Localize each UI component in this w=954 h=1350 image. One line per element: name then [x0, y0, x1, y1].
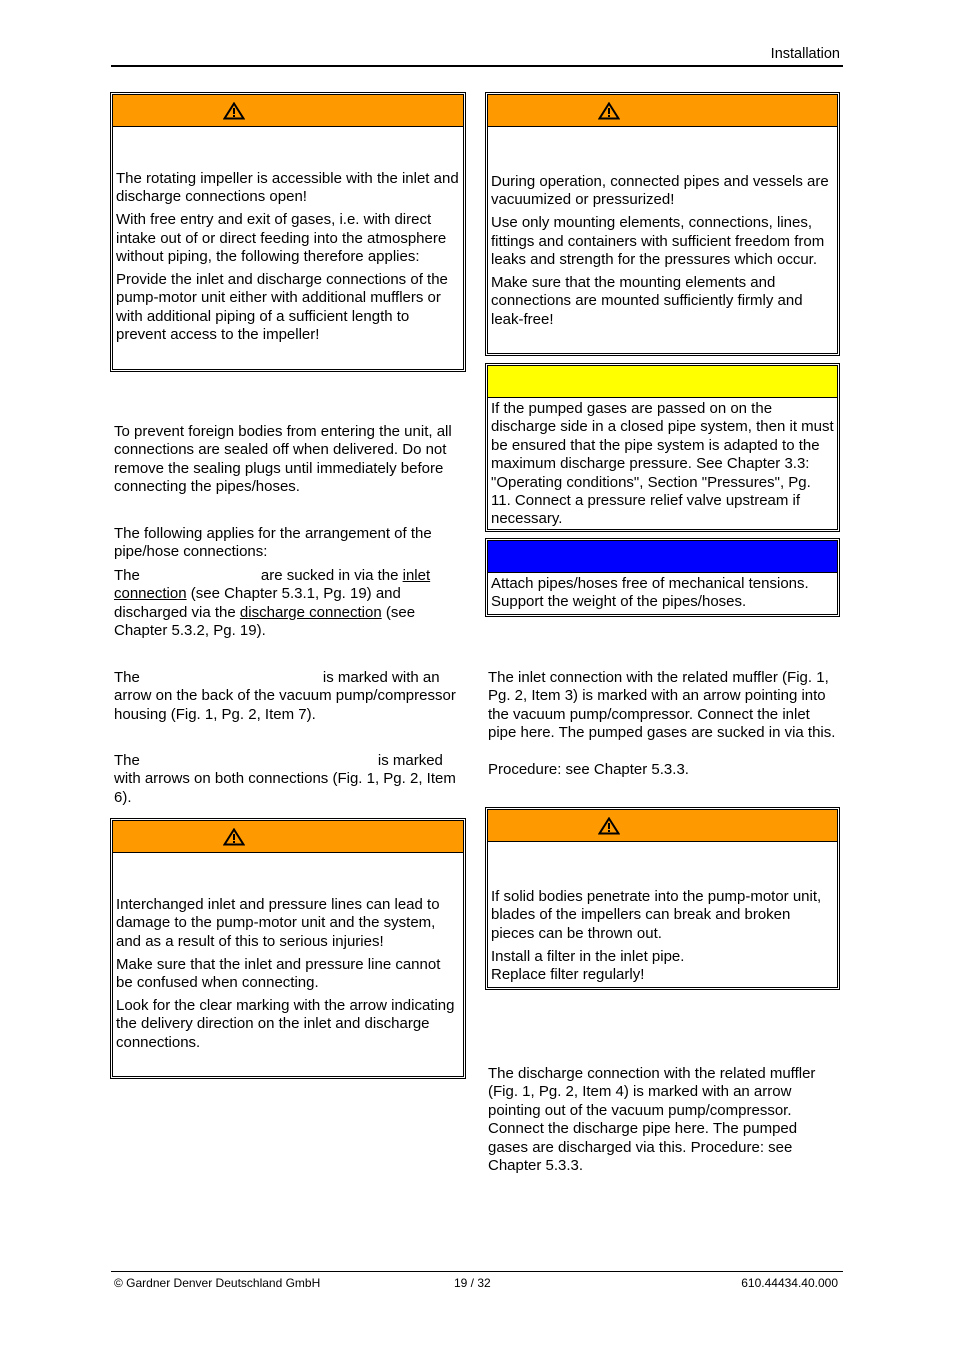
delivery-rest: with arrows on both connections (Fig. 1, Pg. 2, Item 6).: [114, 770, 456, 806]
warning-box-interchanged: [110, 818, 466, 1079]
warning-box-impeller: [110, 92, 466, 372]
direction-rest: arrow on the back of the vacuum pump/compressor housing (Fig. 1, Pg. 2, Item 7).: [114, 687, 456, 723]
warning-text: Use only mounting elements, connections, lines, fittings and containers with sufficient freedom from leaks and strength for the pressures which occur.: [491, 214, 825, 269]
warning-text: Look for the clear marking with the arrow indicating the delivery direction on the inlet and discharge connections.: [116, 997, 455, 1051]
inlet-connection-link[interactable]: inlet connection: [114, 567, 431, 603]
caution-text: If the pumped gases are passed on on the discharge side in a closed pipe system, then it must be ensured that the pipe system is adapted to the maximum discharge pressure. See Chapter 3.3: "Operating conditions", Section "Pressures", Pg. 11. Connect a pressure relief valve upstream if necessary.: [491, 400, 834, 528]
gases-sucked: are sucked in via the: [260, 567, 399, 584]
direction-marked: is marked with an: [322, 669, 440, 686]
warning-text: With free entry and exit of gases, i.e. with direct intake out of or direct feeding into the atmosphere without piping, the following therefore applies:: [116, 211, 447, 266]
warning-box-solid-bodies: [485, 807, 840, 990]
discharge-paragraph: The discharge connection with the related muffler (Fig. 1, Pg. 2, Item 4) is marked with an arrow pointing out of the vacuum pump/compressor. Connect the discharge pipe here. The pumped gases are discharged via this. Procedure: see Chapter 5.3.3.: [488, 1065, 816, 1175]
inlet-procedure: Procedure: see Chapter 5.3.3.: [488, 761, 689, 778]
delivery-the: The: [114, 752, 140, 769]
gases-mid: (see Chapter 5.3.1, Pg. 19) and discharged via the: [114, 585, 401, 621]
warning-bar: [488, 810, 837, 842]
arrangement-paragraph: The following applies for the arrangement of the pipe/hose connections:: [114, 525, 432, 561]
warning-text: The rotating impeller is accessible with the inlet and discharge connections open!: [116, 170, 459, 206]
warning-bar: [488, 95, 837, 127]
direction-paragraph: [114, 669, 466, 724]
note-text: Attach pipes/hoses free of mechanical tensions. Support the weight of the pipes/hoses.: [491, 575, 809, 611]
delivery-paragraph: [114, 752, 466, 807]
warning-text: Make sure that the inlet and pressure line cannot be confused when connecting.: [116, 955, 441, 992]
note-bar: [488, 541, 837, 573]
warning-box-pressurized: [485, 92, 840, 356]
warning-text: Make sure that the mounting elements and connections are mounted sufficiently firmly and leak-free!: [491, 274, 803, 328]
footer-page-number: 19 / 32: [454, 1276, 491, 1290]
inlet-paragraph: The inlet connection with the related muffler (Fig. 1, Pg. 2, Item 3) is marked with an arrow pointing into the vacuum pump/compressor. Connect the inlet pipe here. The pumped gases are sucked in via this.: [488, 669, 836, 742]
delivery-marked: is marked: [377, 752, 443, 769]
header-rule: [111, 65, 843, 67]
gases-the: The: [114, 567, 140, 584]
gases-paragraph: [114, 567, 466, 641]
footer-rule: [111, 1271, 843, 1272]
direction-the: The: [114, 669, 140, 686]
warning-text: Install a filter in the inlet pipe.: [491, 947, 685, 965]
header-section: Installation: [770, 46, 840, 62]
warning-bar: [113, 95, 463, 127]
note-box: [485, 538, 840, 617]
warning-triangle-icon: [598, 817, 620, 835]
warning-text: During operation, connected pipes and vessels are vacuumized or pressurized!: [491, 173, 829, 209]
footer-document-number: 610.44434.40.000: [741, 1276, 838, 1290]
warning-bar: [113, 821, 463, 853]
intro-paragraph: To prevent foreign bodies from entering the unit, all connections are sealed off when delivered. Do not remove the sealing plugs until immediately before connecting the pipes/hoses.: [114, 423, 452, 496]
warning-text: Replace filter regularly!: [491, 966, 645, 984]
caution-bar: [488, 366, 837, 398]
footer-copyright: © Gardner Denver Deutschland GmbH: [114, 1276, 321, 1290]
caution-box: [485, 363, 840, 532]
warning-text: Interchanged inlet and pressure lines can lead to damage to the pump-motor unit and the system, and as a result of this to serious injuries!: [116, 896, 440, 950]
warning-triangle-icon: [223, 828, 245, 846]
discharge-connection-link[interactable]: discharge connection: [239, 603, 382, 621]
warning-triangle-icon: [223, 102, 245, 120]
warning-triangle-icon: [598, 102, 620, 120]
gases-end: (see Chapter 5.3.2, Pg. 19).: [114, 603, 416, 640]
warning-text: Provide the inlet and discharge connections of the pump-motor unit either with additional mufflers or with additional piping of a sufficient length to prevent access to the impeller!: [116, 271, 448, 344]
warning-text: If solid bodies penetrate into the pump-motor unit, blades of the impellers can break and broken pieces can be thrown out.: [491, 888, 822, 942]
